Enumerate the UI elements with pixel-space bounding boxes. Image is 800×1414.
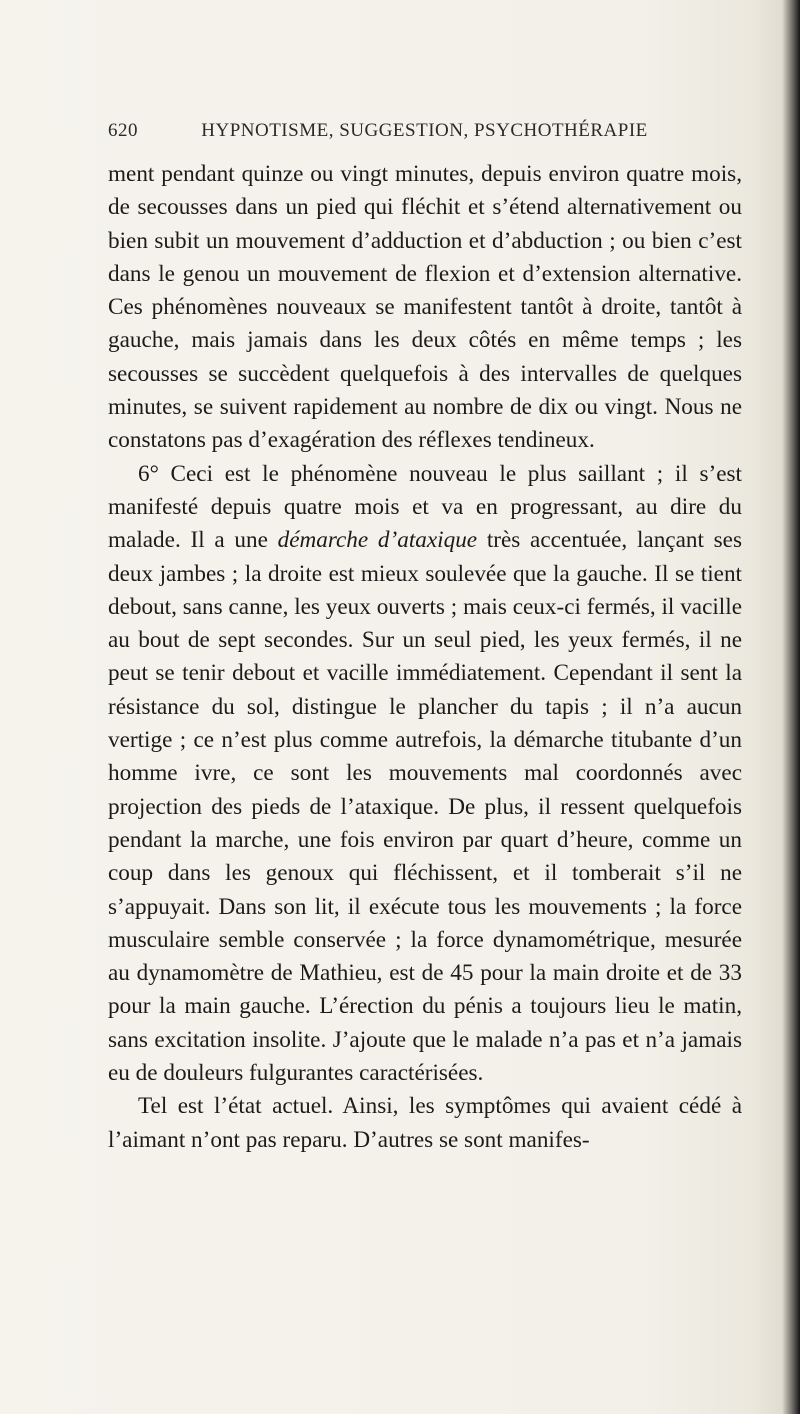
italic-term: démarche d’ataxique <box>277 527 478 554</box>
paragraph-continuation: ment pendant quinze ou vingt minutes, depuis environ quatre mois, de secousses dans un pied qui fléchit et s’étend alternativement ou bien subit un mouvement d’adduction et d’abduction ; ou bien c’est dans le genou un mouvement de flexion et d’extension alternative. Ces phénomènes nouveaux se manifestent tantôt à droite, tantôt à gauche, mais jamais dans les deux côtés en même temps ; les secousses se succèdent quelquefois à des intervalles de quelques minutes, se suivent rapidement au nombre de dix ou vingt. Nous ne constatons pas d’exagération des réflexes tendineux. <box>108 161 742 454</box>
running-header <box>108 120 748 142</box>
paragraph-conclusion: Tel est l’état actuel. Ainsi, les symptômes qui avaient cédé à l’aimant n’ont pas reparu. D’autres se sont manifes- <box>108 1093 742 1153</box>
running-title: HYPNOTISME, SUGGESTION, PSYCHOTHÉRAPIE <box>201 120 648 141</box>
paragraph-item-6-text-start: 6° Ceci est le phénomène nouveau le plus saillant ; il s’est manifesté depuis quatre mois et va en progressant, au dire du malade. Il a une <box>108 460 742 554</box>
paragraph-item-6 <box>108 458 742 1091</box>
page-number: 620 <box>108 120 138 141</box>
body-text <box>108 158 742 1157</box>
binding-shadow <box>782 0 800 1414</box>
paragraph-item-6-text-end: très accentuée, lançant ses deux jambes ; la droite est mieux soulevée que la gauche. Il se tient debout, sans canne, les yeux ouverts ; mais ceux-ci fermés, il vacille au bout de sept secondes. Sur un seul pied, les yeux fermés, il ne peut se tenir debout et vacille immédiatement. Cependant il sent la résistance du sol, distingue le plancher du tapis ; il n’a aucun vertige ; ce n’est plus comme autrefois, la démarche titubante d’un homme ivre, ce sont les mouvements mal coordonnés avec projection des pieds de l’ataxique. De plus, il ressent quelquefois pendant la marche, une fois environ par quart d’heure, comme un coup dans les genoux qui fléchissent, et il tomberait s’il ne s’appuyait. Dans son lit, il exécute tous les mouvements ; la force musculaire semble conservée ; la force dynamométrique, mesurée au dynamomètre de Mathieu, est de 45 pour la main droite et de 33 pour la main gauche. L’érection du pénis a toujours lieu le matin, sans excitation insolite. J’ajoute que le malade n’a pas et n’a jamais eu de douleurs fulgurantes caractérisées. <box>108 527 742 1087</box>
